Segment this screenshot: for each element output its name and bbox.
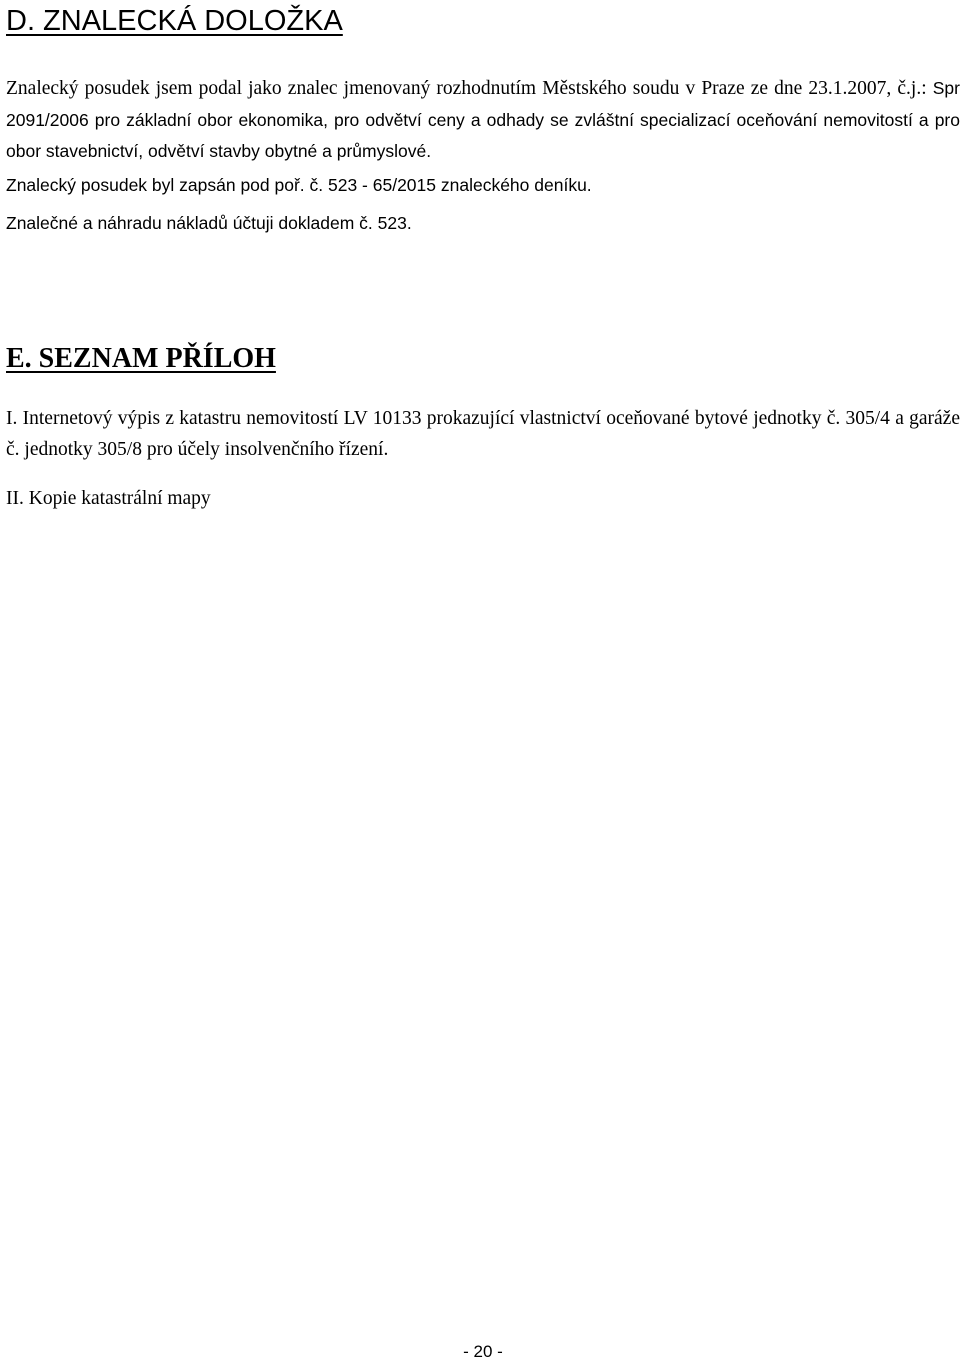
appointment-paragraph [6,73,960,168]
section-d-heading: D. ZNALECKÁ DOLOŽKA [6,5,343,37]
attachment-item: I. Internetový výpis z katastru nemovitostí LV 10133 prokazující vlastnictví oceňované bytové jednotky č. 305/4 a garáže č. jednotky 305/8 pro účely insolvenčního řízení. [6,408,960,460]
appointment-text-serif: Znalecký posudek jsem podal jako znalec jmenovaný rozhodnutím Městského soudu v Praze ze dne 23.1.2007, č.j.: [6,78,927,99]
register-line: Znalecký posudek byl zapsán pod poř. č. 523 - 65/2015 znaleckého deníku. [6,175,592,195]
fee-line: Znalečné a náhradu nákladů účtuji dokladem č. 523. [6,213,412,233]
attachment-item: II. Kopie katastrální mapy [6,488,211,509]
page-number: - 20 - [463,1342,503,1361]
appointment-text-sans: Spr 2091/2006 pro základní obor ekonomika, pro odvětví ceny a odhady se zvláštní specializací oceňování nemovitostí a pro obor stavebnictví, odvětví stavby obytné a průmyslové. [6,78,960,161]
section-e-heading: E. SEZNAM PŘÍLOH [6,343,276,374]
